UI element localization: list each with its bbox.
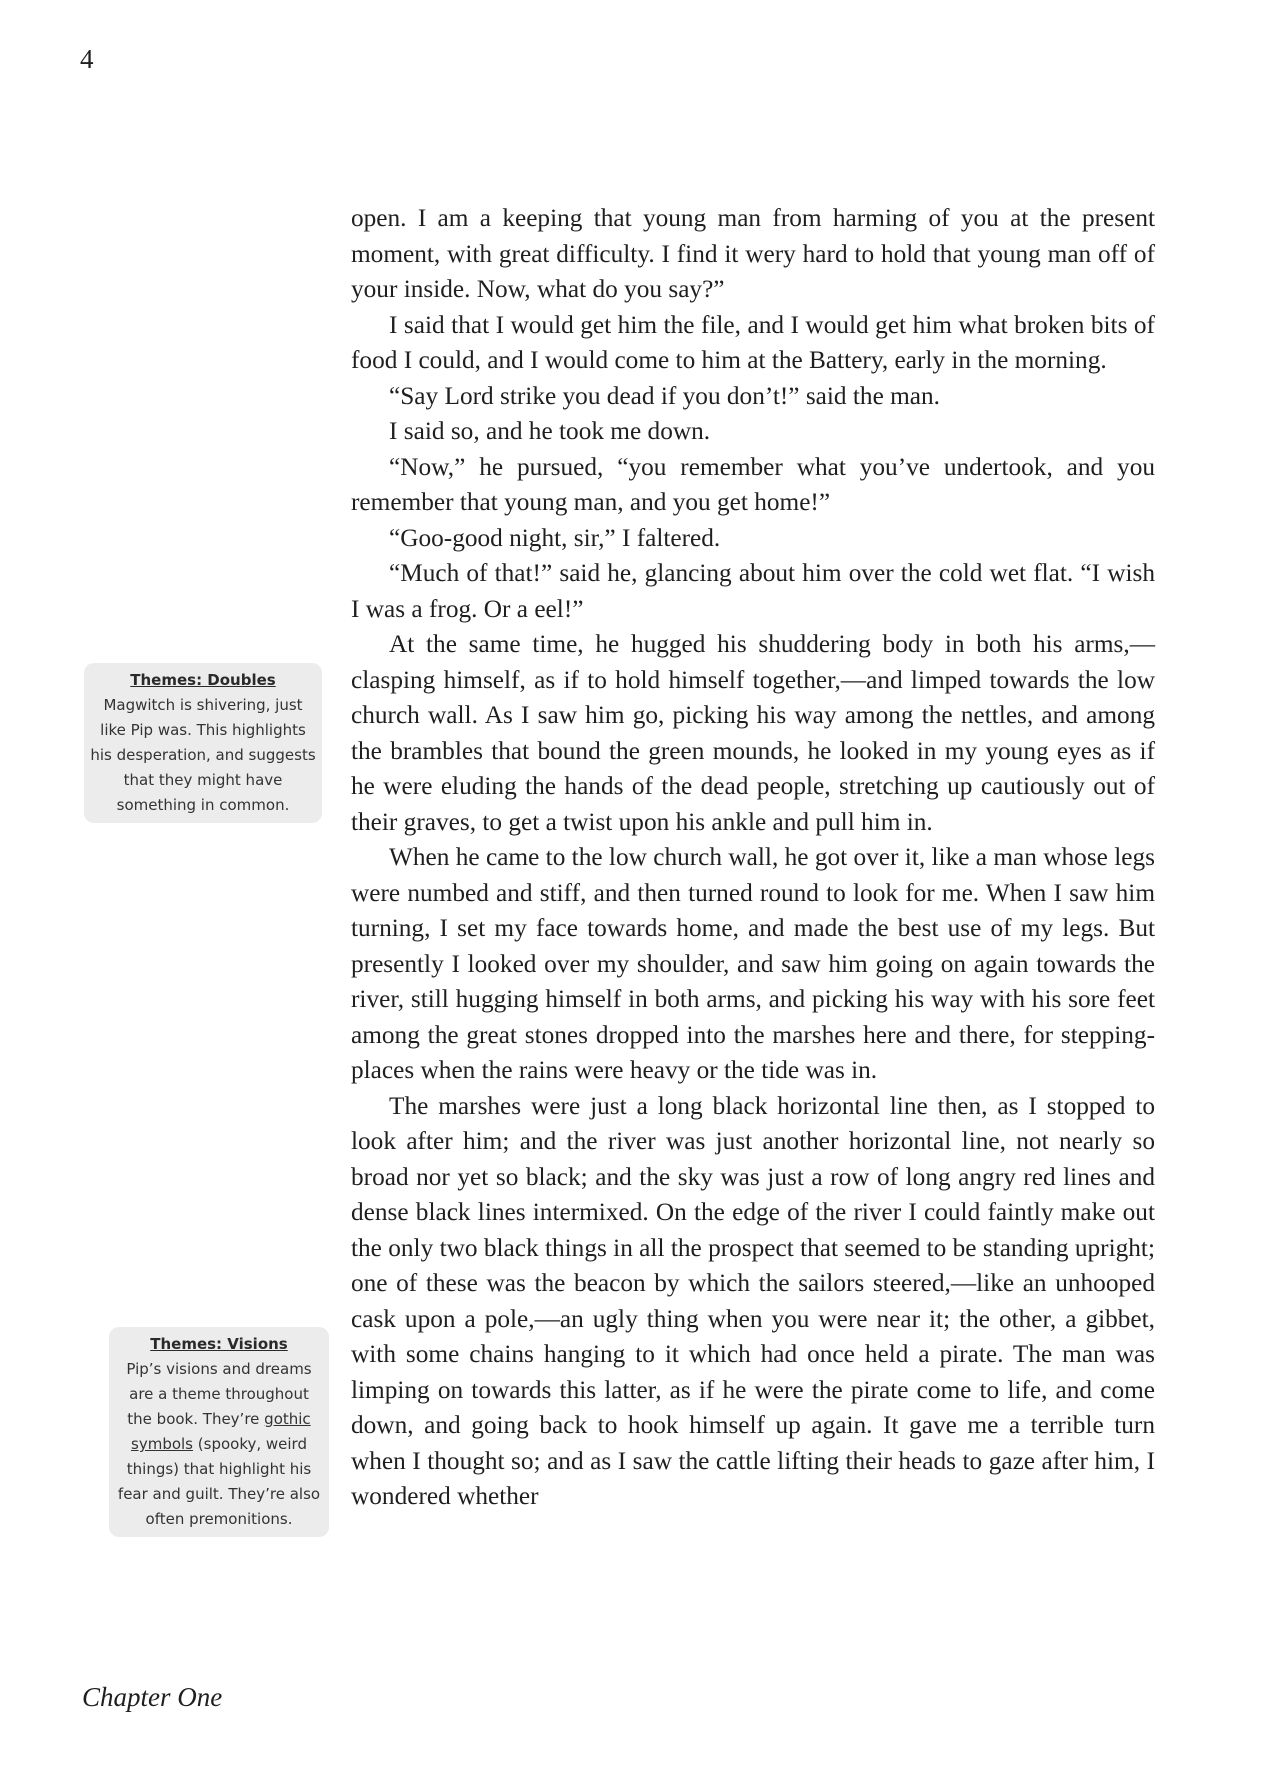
paragraph: “Much of that!” said he, glancing about him over the cold wet flat. “I wish I was a frog. Or a eel!” [351,559,1155,623]
paragraph: I said so, and he took me down. [389,417,711,445]
margin-note-doubles [84,663,322,823]
body-text [351,201,1155,1515]
note-body: Magwitch is shivering, just like Pip was. This highlights his desperation, and suggests that they might have something in common. [90,696,316,814]
paragraph: “Now,” he pursued, “you remember what you’ve undertook, and you remember that young man, and you get home!” [351,452,1155,516]
note-title: Themes: Visions [150,1335,288,1353]
paragraph: When he came to the low church wall, he got over it, like a man whose legs were numbed and stiff, and then turned round to look for me. When I saw him turning, I set my face towards home, and made the best use of my legs. But presently I looked over my shoulder, and saw him going on again towards the river, still hugging himself in both arms, and picking his way with his sore feet among the great stones dropped into the marshes here and there, for stepping-places when the rains were heavy or the tide was in. [351,843,1155,1084]
paragraph: At the same time, he hugged his shuddering body in both his arms,—clasping himself, as if to hold himself together,—and limped towards the low church wall. As I saw him go, picking his way among the nettles, and among the brambles that bound the green mounds, he looked in my young eyes as if he were eluding the hands of the dead people, stretching up cautiously out of their graves, to get a twist upon his ankle and pull him in. [351,630,1155,836]
note-text: (spooky, weird things) that highlight his fear and guilt. They’re also often premonitions. [117,1435,321,1528]
note-title: Themes: Doubles [130,671,276,689]
note-keyword: gothic symbols [131,1410,311,1453]
paragraph: “Goo-good night, sir,” I faltered. [389,523,721,552]
note-body [115,1357,323,1532]
margin-note-visions [109,1327,329,1537]
paragraph: I said that I would get him the file, and I would get him what broken bits of food I could, and I would come to him at the Battery, early in the morning. [351,310,1155,374]
paragraph: “Say Lord strike you dead if you don’t!” said the man. [389,381,941,410]
paragraph: open. I am a keeping that young man from harming of you at the present moment, with great difficulty. I find it wery hard to hold that young man off of your inside. Now, what do you say?” [351,204,1155,303]
paragraph: The marshes were just a long black horizontal line then, as I stopped to look after him; and the river was just another horizontal line, not nearly so broad nor yet so black; and the sky was just a row of long angry red lines and dense black lines intermixed. On the edge of the river I could faintly make out the only two black things in all the prospect that seemed to be standing upright; one of these was the beacon by which the sailors steered,—like an unhooped cask upon a pole,—an ugly thing when you were near it; the other, a gibbet, with some chains hanging to it which had once held a pirate. The man was limping on towards this latter, as if he were the pirate come to life, and come down, and going back to hook himself up again. It gave me a terrible turn when I thought so; and as I saw the cattle lifting their heads to gaze after him, I wondered whether [351,1091,1155,1510]
page-number: 4 [80,44,94,74]
note-text: Pip’s visions and dreams are a theme throughout the book. They’re [126,1360,312,1428]
chapter-footer: Chapter One [82,1682,223,1712]
